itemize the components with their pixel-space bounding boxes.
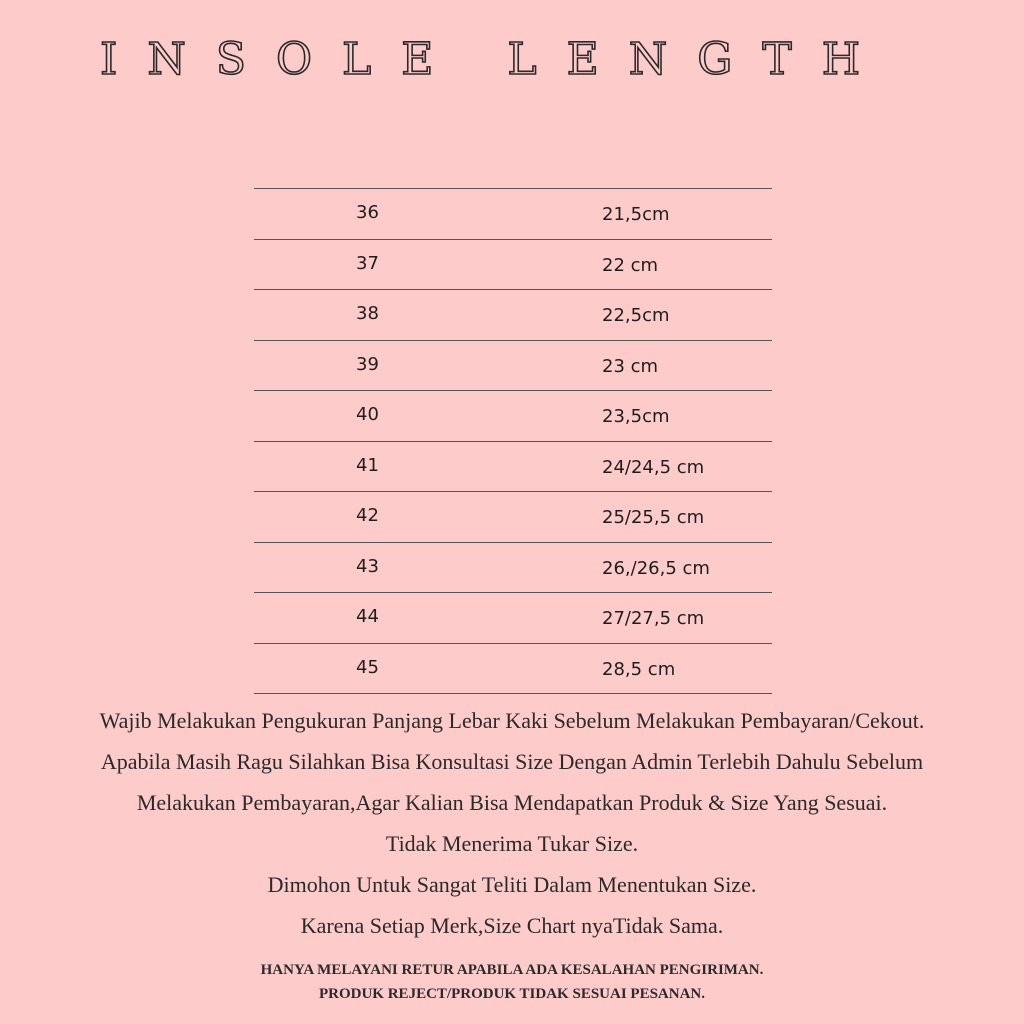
return-policy-text xyxy=(0,958,1024,1006)
table-row xyxy=(254,290,772,341)
length-cell: 25/25,5 cm xyxy=(602,507,705,528)
table-row xyxy=(254,593,772,644)
size-cell: 44 xyxy=(356,606,379,627)
note-line: Karena Setiap Merk,Size Chart nyaTidak Sama. xyxy=(300,913,724,938)
size-cell: 37 xyxy=(356,252,379,274)
note-line: Tidak Menerima Tukar Size. xyxy=(385,831,639,856)
table-row xyxy=(254,391,772,442)
size-cell: 40 xyxy=(356,404,379,425)
length-cell: 23 cm xyxy=(602,355,659,377)
note-line: Apabila Masih Ragu Silahkan Bisa Konsultasi Size Dengan Admin Terlebih Dahulu Sebelum xyxy=(100,749,924,774)
table-row xyxy=(254,644,772,695)
note-line: Melakukan Pembayaran,Agar Kalian Bisa Mendapatkan Produk & Size Yang Sesuai. xyxy=(136,790,888,815)
table-row xyxy=(254,341,772,392)
size-cell: 36 xyxy=(356,202,379,223)
size-cell: 38 xyxy=(356,303,379,324)
table-row xyxy=(254,442,772,493)
size-cell: 39 xyxy=(356,353,379,375)
table-row xyxy=(254,492,772,543)
page-title: INSOLE LENGTH xyxy=(99,34,891,85)
policy-line: HANYA MELAYANI RETUR APABILA ADA KESALAHAN PENGIRIMAN. xyxy=(260,962,764,978)
length-cell: 22,5cm xyxy=(602,305,670,326)
length-cell: 24/24,5 cm xyxy=(602,456,705,478)
policy-line: PRODUK REJECT/PRODUK TIDAK SESUAI PESANAN. xyxy=(318,986,706,1002)
length-cell: 22 cm xyxy=(602,254,659,276)
length-cell: 28,5 cm xyxy=(602,658,676,680)
size-cell: 42 xyxy=(356,505,379,526)
size-chart-table xyxy=(254,188,772,694)
size-cell: 43 xyxy=(356,555,379,577)
length-cell: 27/27,5 cm xyxy=(602,608,705,629)
length-cell: 26,/26,5 cm xyxy=(602,557,710,579)
length-cell: 23,5cm xyxy=(602,406,670,427)
size-cell: 41 xyxy=(356,454,379,476)
table-row xyxy=(254,240,772,291)
size-cell: 45 xyxy=(356,656,379,678)
length-cell: 21,5cm xyxy=(602,204,670,225)
instructions-text xyxy=(0,700,1024,946)
table-row xyxy=(254,543,772,594)
note-line: Dimohon Untuk Sangat Teliti Dalam Menentukan Size. xyxy=(267,872,757,897)
table-row xyxy=(254,189,772,240)
note-line: Wajib Melakukan Pengukuran Panjang Lebar Kaki Sebelum Melakukan Pembayaran/Cekout. xyxy=(99,708,925,733)
